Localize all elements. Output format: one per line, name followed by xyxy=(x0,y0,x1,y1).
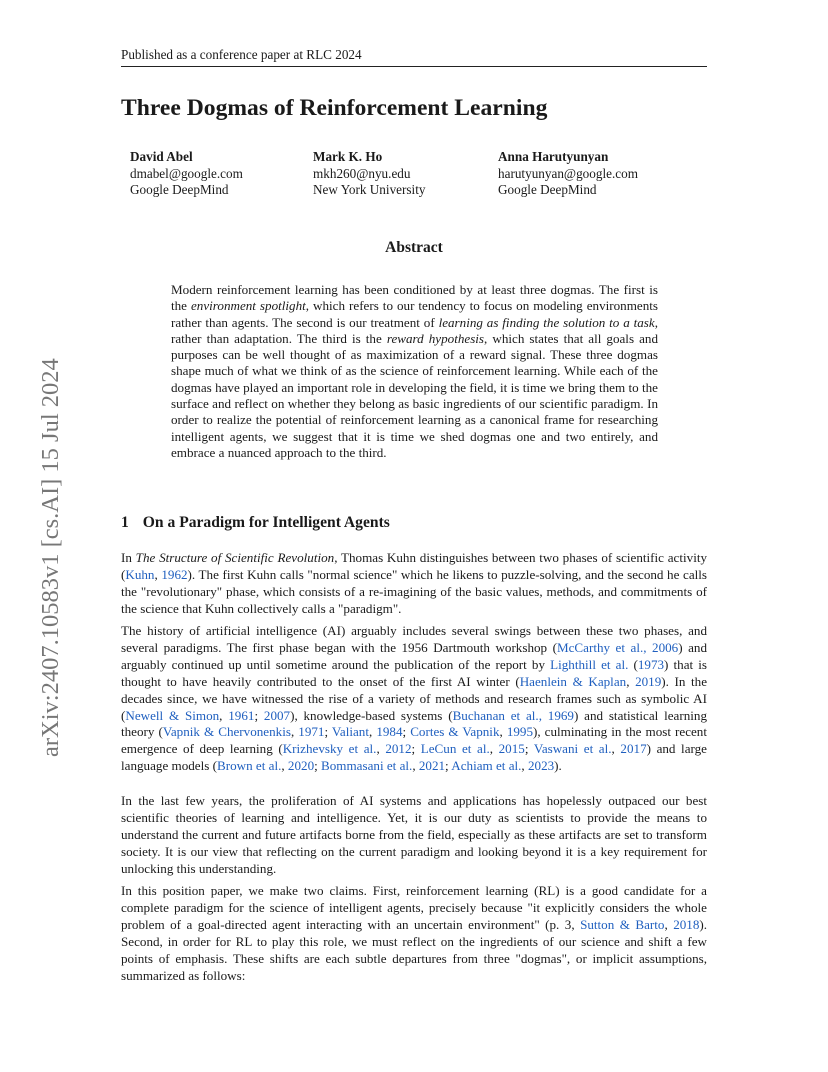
author-affiliation: New York University xyxy=(313,182,426,197)
author-email: harutyunyan@google.com xyxy=(498,165,638,181)
paragraph-1: In The Structure of Scientific Revolution, Thomas Kuhn distinguishes between two phases of scientific activity (Kuhn, 1962). The first Kuhn calls "normal science" which he likens to puzzle-solving, and the second he calls the "revolutionary" phase, which consists of a re-imagining of the basic values, methods, and commitments of the science that Kuhn collectively calls a "paradigm". xyxy=(121,550,708,616)
paper-title: Three Dogmas of Reinforcement Learning xyxy=(121,95,548,121)
citation-link[interactable]: Haenlein & Kaplan xyxy=(519,673,627,689)
citation-link[interactable]: 2023 xyxy=(527,758,555,774)
citation-link[interactable]: Achiam et al. xyxy=(451,758,522,774)
citation-link[interactable]: 2007 xyxy=(263,707,291,723)
citation-link[interactable]: Bommasani et al. xyxy=(321,758,413,774)
citation-link[interactable]: 1984 xyxy=(376,724,403,740)
citation-link[interactable]: LeCun et al. xyxy=(420,741,490,757)
author-name: Mark K. Ho xyxy=(313,149,383,164)
author-affiliation: Google DeepMind xyxy=(498,182,597,197)
author-email: mkh260@nyu.edu xyxy=(313,165,411,181)
citation-link[interactable]: 2020 xyxy=(287,758,315,774)
author-block-3 xyxy=(498,149,638,199)
citation-link[interactable]: Vapnik & Chervonenkis xyxy=(162,724,291,740)
citation-link[interactable]: Kuhn xyxy=(125,566,155,582)
author-name: David Abel xyxy=(130,149,193,164)
running-header: Published as a conference paper at RLC 2024 xyxy=(121,46,707,67)
citation-link[interactable]: 2021 xyxy=(418,758,446,774)
author-email: dmabel@google.com xyxy=(130,165,243,181)
paragraph-4: In this position paper, we make two claims. First, reinforcement learning (RL) is a good candidate for a complete paradigm for the science of intelligent agents, precisely because "it explicitly considers the whole problem of a goal-directed agent interacting with an uncertain environment" (p. 3, Sutton & Barto, 2018). Second, in order for RL to play this role, we must reflect on the ingredients of our science and shift a few points of emphasis. These shifts are each subtle departures from three "dogmas", or implicit assumptions, summarized as follows: xyxy=(121,883,708,983)
citation-link[interactable]: Krizhevsky et al. xyxy=(282,741,377,757)
paragraph-2: The history of artificial intelligence (AI) arguably includes several swings between these two phases, and several paradigms. The first phase began with the 1956 Dartmouth workshop (McCarthy et al., 2006) and arguably continued up until sometime around the publication of the report by Lighthill et al. (1973) that is thought to have heavily contributed to the onset of the first AI winter (Haenlein & Kaplan, 2019). In the decades since, we have witnessed the rise of a variety of methods and research frames such as symbolic AI (Newell & Simon, 1961; 2007), knowledge-based systems (Buchanan et al., 1969) and statistical learning theory (Vapnik & Chervonenkis, 1971; Valiant, 1984; Cortes & Vapnik, 1995), culminating in the most recent emergence of deep learning (Krizhevsky et al., 2012; LeCun et al., 2015; Vaswani et al., 2017) and large language models (Brown et al., 2020; Bommasani et al., 2021; Achiam et al., 2023). xyxy=(121,623,708,774)
citation-link[interactable]: Newell & Simon xyxy=(125,707,220,723)
citation-link[interactable]: 2006 xyxy=(652,639,679,655)
citation-link[interactable]: Vaswani et al. xyxy=(533,741,612,757)
author-affiliation: Google DeepMind xyxy=(130,182,229,197)
citation-link[interactable]: 2018 xyxy=(673,916,700,932)
arxiv-identifier: arXiv:2407.10583v1 [cs.AI] 15 Jul 2024 xyxy=(37,358,64,757)
citation-link[interactable]: Cortes & Vapnik xyxy=(410,724,500,740)
author-block-1 xyxy=(130,149,243,199)
abstract-text: Modern reinforcement learning has been conditioned by at least three dogmas. The first is the environment spotlight, which refers to our tendency to focus on modeling environments rather than agents. The second is our treatment of learning as finding the solution to a task, rather than adaptation. The third is the reward hypothesis, which states that all goals and purposes can be well thought of as maximization of a reward signal. These three dogmas shape much of what we think of as the science of reinforcement learning. While each of the dogmas have played an important role in developing the field, it is time we bring them to the surface and reflect on whether they belong as basic ingredients of our scientific paradigm. In order to realize the potential of reinforcement learning as a canonical frame for researching intelligent agents, we suggest that it is time we shed dogmas one and two entirely, and embrace a nuanced approach to the third. xyxy=(171,282,658,460)
author-name: Anna Harutyunyan xyxy=(498,149,609,164)
citation-link[interactable]: 1973 xyxy=(637,656,665,672)
paragraph-3: In the last few years, the proliferation of AI systems and applications has hopelessly outpaced our best scientific theories of learning and intelligence. Yet, it is our duty as scientists to provide the means to understand the current and future artifacts borne from the field, especially as these artifacts are set to transform society. It is our view that reflecting on the current paradigm and looking beyond it is a key requirement for unlocking this understanding. xyxy=(121,793,707,876)
citation-link[interactable]: McCarthy et al., xyxy=(556,639,647,655)
author-block-2 xyxy=(313,149,425,199)
citation-link[interactable]: 2015 xyxy=(498,741,525,757)
citation-link[interactable]: Sutton & Barto xyxy=(580,916,665,932)
citation-link[interactable]: 1995 xyxy=(506,724,533,740)
citation-link[interactable]: Lighthill et al. xyxy=(550,656,629,672)
citation-link[interactable]: 1961 xyxy=(228,707,255,723)
citation-link[interactable]: Brown et al. xyxy=(217,758,282,774)
citation-link[interactable]: 2019 xyxy=(635,673,662,689)
abstract-heading: Abstract xyxy=(385,239,443,256)
citation-link[interactable]: 1971 xyxy=(298,724,325,740)
section-heading: 1 On a Paradigm for Intelligent Agents xyxy=(121,514,390,531)
citation-link[interactable]: Valiant xyxy=(331,724,369,740)
citation-link[interactable]: 1962 xyxy=(161,566,188,582)
citation-link[interactable]: Buchanan et al., 1969 xyxy=(452,707,574,723)
citation-link[interactable]: 2012 xyxy=(385,741,412,757)
citation-link[interactable]: 2017 xyxy=(620,741,647,757)
